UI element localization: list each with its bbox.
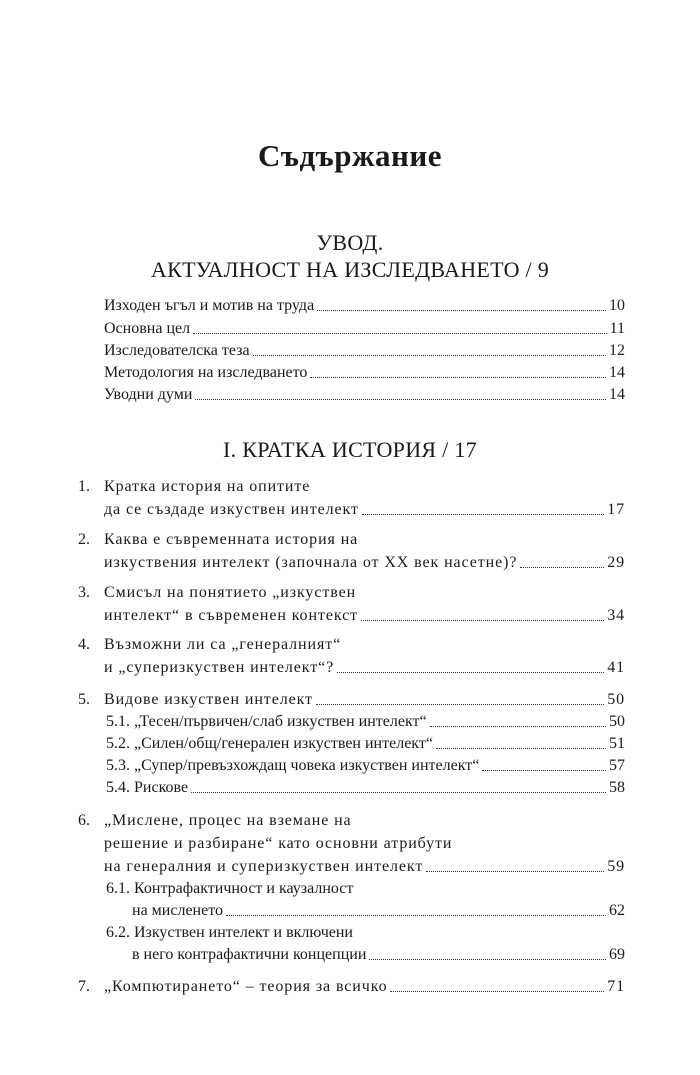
dot-leader — [337, 672, 604, 673]
dot-leader — [436, 748, 606, 749]
dot-leader — [362, 514, 604, 515]
toc-entry[interactable] — [104, 690, 625, 710]
toc-entry-label: „Компютирането“ – теория за всичко — [104, 978, 388, 995]
dot-leader — [310, 377, 606, 378]
toc-subitem-line[interactable]: 6.2. Изкуствен интелект и включени — [106, 924, 353, 941]
dot-leader — [317, 310, 606, 311]
dot-leader — [369, 959, 606, 960]
toc-item-number: 7. — [78, 978, 90, 995]
toc-entry-label: на мисленето — [132, 902, 223, 919]
dot-leader — [430, 726, 606, 727]
toc-entry-page: 69 — [609, 946, 625, 963]
toc-entry[interactable] — [104, 363, 625, 383]
dot-leader — [195, 399, 606, 400]
toc-item-line[interactable]: „Мислене, процес на вземане на — [104, 812, 352, 829]
toc-item-number: 1. — [78, 478, 90, 495]
toc-entry-page: 50 — [609, 713, 625, 730]
toc-entry-label: в него контрафактични концепции — [132, 946, 367, 963]
toc-entry-label: и „суперизкуствен интелект“? — [104, 659, 335, 676]
toc-entry-page: 14 — [609, 386, 625, 403]
toc-entry[interactable] — [104, 857, 625, 877]
toc-entry-label: Основна цел — [104, 320, 191, 337]
toc-entry[interactable] — [104, 553, 625, 573]
toc-subentry[interactable] — [132, 945, 625, 965]
toc-subentry[interactable] — [132, 901, 625, 921]
toc-entry-label: Видове изкуствен интелект — [104, 691, 313, 708]
toc-entry[interactable] — [104, 385, 625, 405]
toc-entry-page: 12 — [609, 342, 625, 359]
toc-entry-label: на генералния и суперизкуствен интелект — [104, 858, 424, 875]
toc-entry-page: 10 — [609, 297, 625, 314]
dot-leader — [390, 991, 604, 992]
toc-entry-page: 29 — [607, 554, 625, 571]
toc-entry-page: 50 — [607, 691, 625, 708]
toc-item-line[interactable]: Възможни ли са „генералният“ — [104, 636, 342, 653]
toc-entry-page: 17 — [607, 501, 625, 518]
toc-entry-label: Методология на изследването — [104, 364, 308, 381]
toc-entry-label: 5.3. „Супер/превъзхождащ човека изкуствен интелект“ — [106, 757, 480, 774]
toc-entry[interactable] — [104, 319, 625, 339]
dot-leader — [520, 567, 604, 568]
dot-leader — [361, 620, 604, 621]
toc-entry-label: изкуствения интелект (започнала от XX век насетне)? — [104, 554, 518, 571]
toc-entry[interactable] — [104, 658, 625, 678]
toc-item-line[interactable]: Смисъл на понятието „изкуствен — [104, 584, 357, 601]
part1-heading: I. КРАТКА ИСТОРИЯ / 17 — [223, 437, 477, 462]
toc-entry-page: 41 — [607, 659, 625, 676]
toc-entry-page: 14 — [609, 364, 625, 381]
toc-item-number: 3. — [78, 584, 90, 601]
toc-item-number: 2. — [78, 531, 90, 548]
toc-item-line[interactable]: Каква е съвременната история на — [104, 531, 359, 548]
toc-entry-page: 71 — [607, 978, 625, 995]
toc-entry[interactable] — [104, 500, 625, 520]
toc-subentry[interactable] — [106, 734, 625, 754]
toc-entry[interactable] — [104, 977, 625, 997]
toc-subentry[interactable] — [106, 712, 625, 732]
toc-item-line[interactable]: решение и разбиране“ като основни атрибути — [104, 835, 453, 852]
dot-leader — [253, 355, 606, 356]
toc-entry-label: Изследователска теза — [104, 342, 250, 359]
toc-entry-page: 59 — [607, 858, 625, 875]
toc-entry-label: интелект“ в съвременен контекст — [104, 607, 358, 624]
dot-leader — [191, 792, 606, 793]
toc-entry-label: 5.2. „Силен/общ/генерален изкуствен интелект“ — [106, 735, 433, 752]
toc-item-number: 4. — [78, 636, 90, 653]
toc-entry-label: да се създаде изкуствен интелект — [104, 501, 359, 518]
intro-heading-line2: АКТУАЛНОСТ НА ИЗСЛЕДВАНЕТО / 9 — [150, 257, 550, 282]
toc-entry-label: Уводни думи — [104, 386, 193, 403]
toc-subentry[interactable] — [106, 778, 625, 798]
toc-entry-label: Изходен ъгъл и мотив на труда — [104, 297, 315, 314]
toc-entry-page: 34 — [607, 607, 625, 624]
toc-subentry[interactable] — [106, 756, 625, 776]
toc-entry-label: 5.1. „Тесен/първичен/слаб изкуствен интелект“ — [106, 713, 427, 730]
dot-leader — [316, 704, 604, 705]
toc-entry-page: 58 — [609, 779, 625, 796]
intro-heading-line1: УВОД. — [316, 230, 384, 255]
toc-item-number: 6. — [78, 812, 90, 829]
toc-entry-label: 5.4. Рискове — [106, 779, 189, 796]
dot-leader — [193, 333, 607, 334]
dot-leader — [426, 871, 604, 872]
toc-entry-page: 62 — [609, 902, 625, 919]
dot-leader — [226, 915, 606, 916]
dot-leader — [482, 770, 606, 771]
toc-entry[interactable] — [104, 606, 625, 626]
toc-entry[interactable] — [104, 296, 625, 316]
toc-entry[interactable] — [104, 341, 625, 361]
toc-entry-page: 11 — [609, 320, 625, 337]
toc-entry-page: 57 — [609, 757, 625, 774]
toc-entry-page: 51 — [609, 735, 625, 752]
toc-subitem-line[interactable]: 6.1. Контрафактичност и каузалност — [106, 880, 354, 897]
toc-item-number: 5. — [78, 691, 90, 708]
toc-item-line[interactable]: Кратка история на опитите — [104, 478, 311, 495]
page-title: Съдържание — [258, 138, 442, 173]
